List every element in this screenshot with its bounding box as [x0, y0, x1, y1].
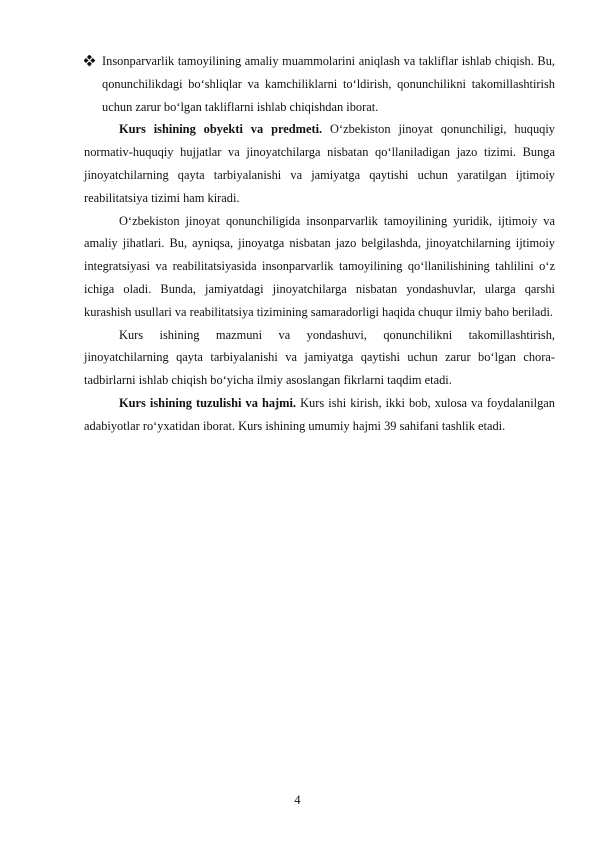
- diamond-bullet-icon: [84, 50, 98, 72]
- paragraph-structure-volume: [84, 392, 555, 438]
- paragraph-aspects: [84, 210, 555, 324]
- bullet-item: [84, 50, 555, 118]
- paragraph-text: Kurs ishi kirish, ikki bob, xulosa va foydalanilgan adabiyotlar ro‘yxatidan iborat. Kurs ishining umumiy hajmi 39 sahifani tashlik etadi.: [84, 395, 555, 433]
- paragraph-text: Kurs ishining mazmuni va yondashuvi, qonunchilikni takomillashtirish, jinoyatchilarning qayta tarbiyalanishi va jamiyatga qaytishi uchun zarur bo‘lgan chora-tadbirlarni ishlab chiqish bo‘yicha ilmiy asoslangan fikrlarni taqdim etadi.: [84, 327, 555, 388]
- page-body: [84, 50, 555, 438]
- paragraph-lead: Kurs ishining obyekti va predmeti.: [119, 122, 323, 137]
- paragraph-text: O‘zbekiston jinoyat qonunchiligida insonparvarlik tamoyilining yuridik, ijtimoiy va amaliy jihatlari. Bu, ayniqsa, jinoyatga nisbatan jazo belgilashda, jinoyatchilarning ijtimoiy integratsiyasi va reabilitatsiyasida insonparvarlik tamoyilining qo‘llanilishining tahlilini o‘z ichiga oladi. Bunda, jamiyatdagi jinoyatchilarga nisbatan yondashuvlar, ularga qarshi kurashish usullari va reabilitatsiya tizimining samaradorligi haqida chuqur ilmiy baho beriladi.: [84, 213, 555, 319]
- bullet-text: Insonparvarlik tamoyilining amaliy muammolarini aniqlash va takliflar ishlab chiqish. Bu, qonunchilikdagi bo‘shliqlar va kamchiliklarni to‘ldirish, qonunchilikni takomillashtirish uchun zarur bo‘lgan takliflarni ishlab chiqishdan iborat.: [102, 54, 555, 114]
- paragraph-object-subject: [84, 118, 555, 209]
- paragraph-lead: Kurs ishining tuzulishi va hajmi.: [119, 395, 297, 410]
- paragraph-content-approach: [84, 324, 555, 392]
- paragraph-text: O‘zbekiston jinoyat qonunchiligi, huquqiy normativ-huquqiy hujjatlar va jinoyatchilarga nisbatan qo‘llaniladigan jazo tizimi. Bunga jinoyatchilarning qayta tarbiyalanishi va jamiyatga qaytishi uchun yaratilgan ijtimoiy reabilitatsiya tizimi ham kiradi.: [84, 122, 555, 205]
- page-number: 4: [294, 793, 301, 807]
